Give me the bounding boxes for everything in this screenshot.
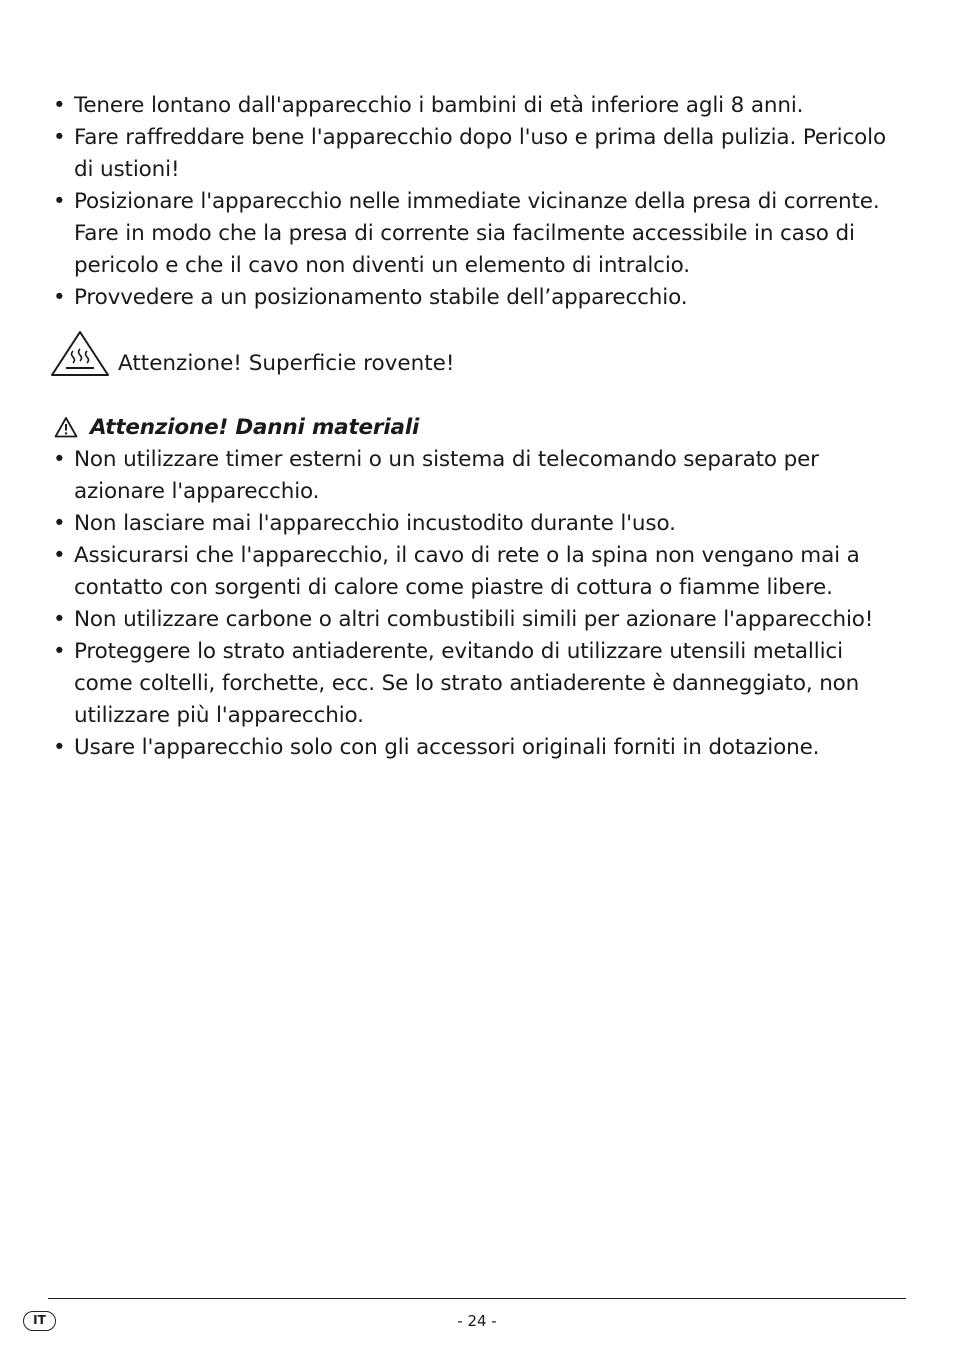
page-number: - 24 - — [457, 1312, 497, 1330]
list-item: • Non utilizzare timer esterni o un sistema di telecomando separato per azionare l'apparecchio. — [50, 444, 908, 508]
list-item: • Fare raffreddare bene l'apparecchio dopo l'uso e prima della pulizia. Pericolo di ustioni! — [50, 122, 908, 186]
language-badge: IT — [23, 1311, 56, 1331]
list-item: • Usare l'apparecchio solo con gli accessori originali forniti in dotazione. — [50, 732, 908, 764]
bullet-icon: • — [53, 639, 66, 664]
page-content — [50, 90, 908, 764]
bullet-icon: • — [53, 735, 66, 760]
warning-triangle-icon — [54, 416, 78, 438]
damage-heading — [50, 410, 908, 444]
bullet-icon: • — [53, 543, 66, 568]
list-item: • Non utilizzare carbone o altri combustibili simili per azionare l'apparecchio! — [50, 604, 908, 636]
bullet-icon: • — [53, 93, 66, 118]
bullet-icon: • — [53, 285, 66, 310]
footer-divider — [48, 1298, 906, 1299]
list-item: • Provvedere a un posizionamento stabile dell’apparecchio. — [50, 282, 908, 314]
damage-list — [50, 444, 908, 764]
hot-surface-warning-icon — [50, 329, 110, 377]
bullet-icon: • — [53, 447, 66, 472]
bullet-icon: • — [53, 607, 66, 632]
bullet-icon: • — [53, 189, 66, 214]
bullet-icon: • — [53, 125, 66, 150]
list-item: • Assicurarsi che l'apparecchio, il cavo di rete o la spina non vengano mai a contatto con sorgenti di calore come piastre di cottura o fiamme libere. — [50, 540, 908, 604]
bullet-icon: • — [53, 511, 66, 536]
list-item: • Proteggere lo strato antiaderente, evitando di utilizzare utensili metallici come coltelli, forchette, ecc. Se lo strato antiaderente è danneggiato, non utilizzare più l'apparecchio. — [50, 636, 908, 732]
list-item: • Posizionare l'apparecchio nelle immediate vicinanze della presa di corrente. Fare in modo che la presa di corrente sia facilmente accessibile in caso di pericolo e che il cavo non diventi un elemento di intralcio. — [50, 186, 908, 282]
damage-heading-text: Attenzione! Danni materiali — [90, 414, 420, 440]
hot-surface-warning-text: Attenzione! Superficie rovente! — [118, 351, 455, 376]
hot-surface-warning — [50, 337, 908, 377]
list-item: • Tenere lontano dall'apparecchio i bambini di età inferiore agli 8 anni. — [50, 90, 908, 122]
safety-list — [50, 90, 908, 314]
list-item: • Non lasciare mai l'apparecchio incustodito durante l'uso. — [50, 508, 908, 540]
